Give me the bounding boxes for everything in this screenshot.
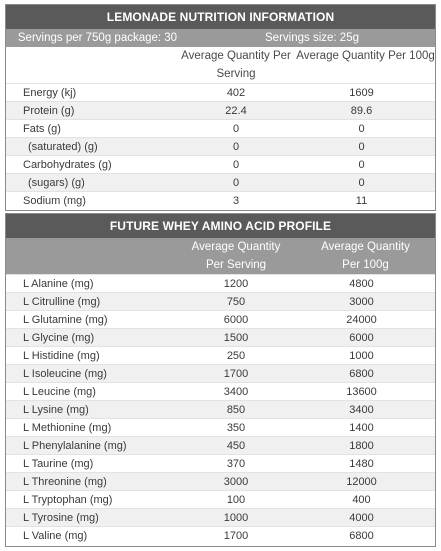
per-serving-value: 0 <box>232 123 240 135</box>
row-label: Sodium (mg) <box>23 195 86 207</box>
serving-size: Servings size: 25g <box>265 32 359 44</box>
per-serving-header-line1: Average Quantity <box>191 241 281 253</box>
row-label: L Glutamine (mg) <box>23 314 108 326</box>
per-serving-header <box>176 238 296 274</box>
servings-per-package: Servings per 750g package: 30 <box>17 32 178 44</box>
row-label: L Tryptophan (mg) <box>23 494 113 506</box>
per-100g-value: 0 <box>358 141 365 153</box>
per-serving-header-line2: Per Serving <box>205 259 267 271</box>
per-serving-value: 1200 <box>223 278 249 290</box>
per-100g-value: 12000 <box>346 476 377 488</box>
per-serving-value: 1700 <box>223 368 249 380</box>
table-row <box>6 155 435 173</box>
table-row <box>6 418 435 436</box>
row-label: Energy (kj) <box>23 87 77 99</box>
per-100g-value: 13600 <box>346 386 377 398</box>
table-row <box>6 292 435 310</box>
per-serving-value: 6000 <box>223 314 249 326</box>
table-row <box>6 328 435 346</box>
per-serving-value: 1500 <box>223 332 249 344</box>
per-100g-value: 4000 <box>349 512 374 524</box>
per-serving-value: 370 <box>226 458 246 470</box>
nutrition-panel <box>5 4 436 211</box>
amino-rows <box>6 274 435 544</box>
per-100g-value: 1609 <box>349 87 374 99</box>
table-row <box>6 137 435 155</box>
per-serving-value: 350 <box>226 422 246 434</box>
per-100g-value: 6800 <box>349 368 374 380</box>
per-100g-value: 11 <box>355 195 368 207</box>
per-100g-value: 24000 <box>346 314 377 326</box>
per-serving-value: 3400 <box>223 386 249 398</box>
row-label: L Alanine (mg) <box>23 278 94 290</box>
per-100g-value: 4800 <box>349 278 374 290</box>
row-label: (sugars) (g) <box>28 177 85 189</box>
table-row <box>6 346 435 364</box>
per-serving-value: 22.4 <box>225 105 247 117</box>
table-row <box>6 490 435 508</box>
table-row <box>6 508 435 526</box>
table-row <box>6 454 435 472</box>
per-100g-value: 3000 <box>349 296 374 308</box>
per-100g-value: 0 <box>358 159 365 171</box>
per-100g-value: 0 <box>358 123 365 135</box>
table-row <box>6 436 435 454</box>
table-row <box>6 101 435 119</box>
per-serving-value: 850 <box>226 404 246 416</box>
per-serving-value: 3000 <box>223 476 249 488</box>
per-serving-header: Average Quantity Per Serving <box>181 50 291 80</box>
per-serving-value: 0 <box>232 177 240 189</box>
row-label: L Threonine (mg) <box>23 476 107 488</box>
row-label: L Leucine (mg) <box>23 386 96 398</box>
amino-column-headers <box>6 238 435 274</box>
per-serving-value: 750 <box>226 296 246 308</box>
per-100g-value: 1400 <box>349 422 374 434</box>
per-100g-value: 1480 <box>349 458 374 470</box>
table-row <box>6 526 435 544</box>
per-100g-header <box>296 238 435 274</box>
row-label: L Methionine (mg) <box>23 422 112 434</box>
table-row <box>6 191 435 209</box>
row-label: Carbohydrates (g) <box>23 159 112 171</box>
per-serving-value: 0 <box>232 141 240 153</box>
nutrition-rows <box>6 83 435 209</box>
per-100g-value: 3400 <box>349 404 374 416</box>
per-100g-value: 6800 <box>349 530 374 542</box>
row-label: L Taurine (mg) <box>23 458 94 470</box>
row-label: Protein (g) <box>23 105 75 117</box>
row-label: (saturated) (g) <box>28 141 98 153</box>
table-row <box>6 83 435 101</box>
row-label: L Citrulline (mg) <box>23 296 101 308</box>
row-label: L Isoleucine (mg) <box>23 368 107 380</box>
per-serving-value: 250 <box>226 350 246 362</box>
per-serving-value: 0 <box>232 159 240 171</box>
per-serving-value: 1000 <box>223 512 249 524</box>
nutrition-column-headers <box>6 47 435 83</box>
row-label: L Lysine (mg) <box>23 404 89 416</box>
row-label: Fats (g) <box>23 123 61 135</box>
servings-bar <box>6 29 435 47</box>
amino-panel <box>5 213 436 547</box>
per-100g-value: 6000 <box>349 332 374 344</box>
per-100g-header: Average Quantity Per 100g <box>296 50 435 62</box>
table-row <box>6 173 435 191</box>
nutrition-title: LEMONADE NUTRITION INFORMATION <box>6 5 435 29</box>
per-serving-value: 1700 <box>223 530 249 542</box>
per-100g-header-line2: Per 100g <box>342 259 389 271</box>
per-100g-value: 400 <box>352 494 371 506</box>
table-row <box>6 382 435 400</box>
row-label: L Tyrosine (mg) <box>23 512 99 524</box>
per-100g-value: 0 <box>358 177 365 189</box>
row-label: L Phenylalanine (mg) <box>23 440 127 452</box>
per-100g-value: 1000 <box>349 350 374 362</box>
table-row <box>6 400 435 418</box>
per-serving-value: 450 <box>226 440 246 452</box>
table-row <box>6 364 435 382</box>
per-serving-value: 100 <box>226 494 246 506</box>
amino-title: FUTURE WHEY AMINO ACID PROFILE <box>6 214 435 238</box>
per-100g-value: 1800 <box>349 440 374 452</box>
row-label: L Valine (mg) <box>23 530 88 542</box>
table-row <box>6 274 435 292</box>
per-serving-value: 3 <box>232 195 240 207</box>
table-row <box>6 310 435 328</box>
row-label: L Glycine (mg) <box>23 332 95 344</box>
table-row <box>6 472 435 490</box>
per-serving-value: 402 <box>226 87 246 99</box>
per-100g-value: 89.6 <box>350 105 373 117</box>
row-label: L Histidine (mg) <box>23 350 100 362</box>
per-100g-header-line1: Average Quantity <box>321 241 410 253</box>
table-row <box>6 119 435 137</box>
